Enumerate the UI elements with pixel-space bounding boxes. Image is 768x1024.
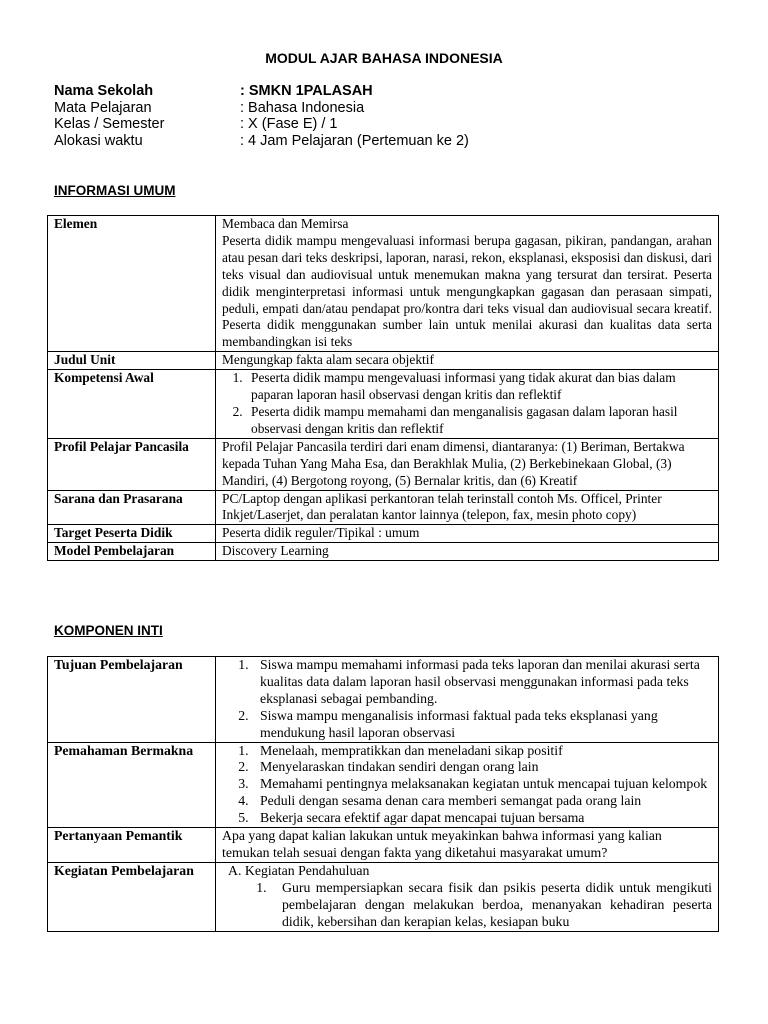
row-label: Profil Pelajar Pancasila: [48, 438, 216, 490]
kegiatan-list: [222, 880, 712, 931]
row-label: Model Pembelajaran: [48, 543, 216, 561]
row-value: [216, 742, 719, 828]
table-row-profil: [48, 438, 719, 490]
header-row-time: [54, 133, 469, 150]
header-label: Mata Pelajaran: [54, 99, 152, 116]
row-value: PC/Laptop dengan aplikasi perkantoran telah terinstall contoh Ms. Officel, Printer Inkjet/Laserjet, dan peralatan kantor lainnya (telepon, fax, mesin photo copy): [216, 490, 719, 525]
table-row-elemen: [48, 216, 719, 352]
table-row-kompetensi-awal: [48, 370, 719, 439]
row-value: Apa yang dapat kalian lakukan untuk meyakinkan bahwa informasi yang kalian temukan telah sesuai dengan fakta yang diketahui masyarakat umum?: [216, 828, 719, 863]
header-label: Nama Sekolah: [54, 83, 154, 99]
header-label: Kelas / Semester: [54, 116, 165, 133]
row-label: Judul Unit: [48, 352, 216, 370]
row-value: [216, 862, 719, 931]
informasi-umum-table: [47, 215, 719, 561]
list-item: 3. Memahami pentingnya melaksanakan kegiatan untuk mencapai tujuan kelompok: [252, 776, 712, 793]
kegiatan-section-title: A. Kegiatan Pendahuluan: [228, 862, 370, 878]
elemen-title: Membaca dan Memirsa: [222, 216, 349, 231]
kompetensi-list: [222, 370, 712, 438]
table-row-kegiatan: [48, 862, 719, 931]
table-row-target: [48, 525, 719, 543]
row-label: Target Peserta Didik: [48, 525, 216, 543]
row-label: Pertanyaan Pemantik: [48, 828, 216, 863]
row-label: Tujuan Pembelajaran: [48, 657, 216, 743]
list-item: 2. Peserta didik mampu memahami dan menganalisis gagasan dalam laporan hasil observasi dengan kritis dan reflektif: [246, 404, 712, 438]
header-row-class: [54, 116, 469, 133]
list-item: 1. Menelaah, mempratikkan dan meneladani sikap positif: [252, 743, 712, 760]
row-label: Pemahaman Bermakna: [48, 742, 216, 828]
list-item: 1. Guru mempersiapkan secara fisik dan psikis peserta didik untuk mengikuti pembelajaran dengan melakukan berdoa, menanyakan kehadiran peserta didik, kebersihan dan kerapian kelas, kesiapan buku: [270, 880, 712, 931]
header-value: : 4 Jam Pelajaran (Pertemuan ke 2): [240, 132, 469, 149]
list-item: 2. Menyelaraskan tindakan sendiri dengan orang lain: [252, 759, 712, 776]
list-item: 2. Siswa mampu menganalisis informasi faktual pada teks eksplanasi yang mendukung hasil laporan observasi: [252, 708, 712, 742]
header-row-subject: [54, 100, 469, 117]
row-value: Discovery Learning: [216, 543, 719, 561]
list-item: 1. Peserta didik mampu mengevaluasi informasi yang tidak akurat dan bias dalam paparan laporan hasil observasi dengan kritis dan reflektif: [246, 370, 712, 404]
row-label: Sarana dan Prasarana: [48, 490, 216, 525]
table-row-model: [48, 543, 719, 561]
header-value: : Bahasa Indonesia: [240, 99, 365, 116]
header-value: : SMKN 1PALASAH: [240, 83, 373, 99]
row-value: Mengungkap fakta alam secara objektif: [216, 352, 719, 370]
row-value: [216, 216, 719, 352]
row-label: Elemen: [48, 216, 216, 352]
header-label: Alokasi waktu: [54, 132, 143, 149]
table-row-sarana: [48, 490, 719, 525]
header-info: [54, 83, 469, 149]
tujuan-list: [222, 657, 712, 742]
row-label: Kompetensi Awal: [48, 370, 216, 439]
komponen-inti-table: [47, 656, 719, 932]
list-item: 1. Siswa mampu memahami informasi pada teks laporan dan menilai akurasi serta kualitas data dalam laporan hasil observasi menggunakan informasi pada teks eksplanasi sebagai pembanding.: [252, 657, 712, 708]
pemahaman-list: [222, 743, 712, 828]
row-value: [216, 657, 719, 743]
table-row-judul-unit: [48, 352, 719, 370]
list-item: 4. Peduli dengan sesama denan cara memberi semangat pada orang lain: [252, 793, 712, 810]
table-row-pertanyaan: [48, 828, 719, 863]
row-value: [216, 370, 719, 439]
elemen-description: Peserta didik mampu mengevaluasi informasi berupa gagasan, pikiran, pandangan, arahan atau pesan dari teks deskripsi, laporan, narasi, rekon, eksplanasi, eksposisi dan diskusi, dari teks visual dan audiovisual untuk menemukan makna yang tersurat dan tersirat. Peserta didik menginterpretasi informasi untuk mengungkapkan gagasan dan perasaan simpati, peduli, empati dan/atau pendapat pro/kontra dari teks visual dan audiovisual secara kreatif. Peserta didik menggunakan sumber lain untuk menilai akurasi dan kualitas data serta membandingkan isi teks: [222, 232, 712, 350]
table-row-tujuan: [48, 657, 719, 743]
row-label: Kegiatan Pembelajaran: [48, 862, 216, 931]
header-value: : X (Fase E) / 1: [240, 116, 338, 133]
row-value: Profil Pelajar Pancasila terdiri dari enam dimensi, diantaranya: (1) Beriman, Bertakwa kepada Tuhan Yang Maha Esa, dan Berakhlak Mulia, (2) Berkebinekaan Global, (3) Mandiri, (4) Bergotong royong, (5) Bernalar kritis, dan (6) Kreatif: [216, 438, 719, 490]
section-heading-komponen-inti: KOMPONEN INTI: [54, 623, 163, 638]
document-title: MODUL AJAR BAHASA INDONESIA: [265, 50, 503, 66]
header-row-school: [54, 83, 469, 100]
list-item: 5. Bekerja secara efektif agar dapat mencapai tujuan bersama: [252, 810, 712, 827]
row-value: Peserta didik reguler/Tipikal : umum: [216, 525, 719, 543]
section-heading-informasi-umum: INFORMASI UMUM: [54, 183, 176, 198]
table-row-pemahaman: [48, 742, 719, 828]
